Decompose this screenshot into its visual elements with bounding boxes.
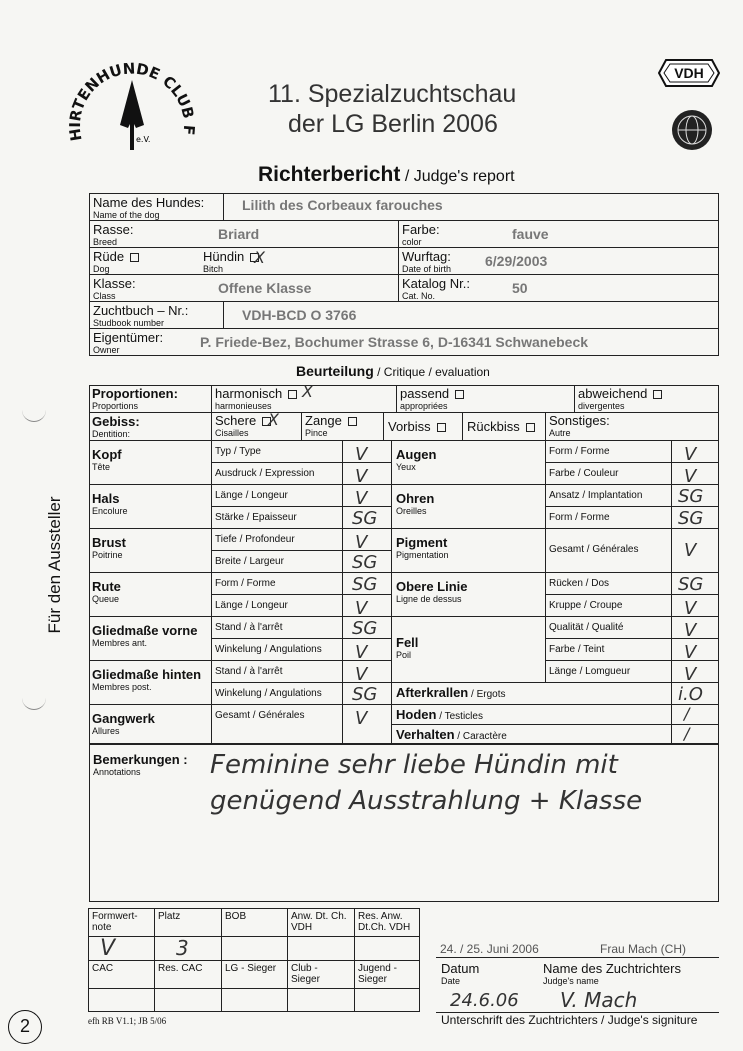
dob-value: 6/29/2003: [485, 253, 548, 269]
remarks-text-line2[interactable]: genügend Ausstrahlung + Klasse: [210, 786, 643, 816]
date-label: Datum Date: [441, 961, 480, 986]
criterion-text: Tiefe / Profondeur: [215, 534, 295, 545]
female-label: Hündin Bitch: [203, 250, 259, 274]
criterion-text: Ansatz / Implantation: [549, 490, 643, 501]
owner-value: P. Friede-Bez, Bochumer Strasse 6, D-16341 Schwanebeck: [200, 334, 589, 350]
dob-label: Wurftag: Date of birth: [402, 249, 452, 274]
results-header: BOB: [225, 911, 247, 922]
grade-value[interactable]: SG: [352, 684, 378, 705]
criterion-text: Breite / Largeur: [215, 556, 284, 567]
dog-name-label: Name des Hundes: Name of the dog: [93, 195, 205, 220]
pigment-label: Pigment Pigmentation: [396, 535, 449, 560]
bite-pincer: Zange Pince: [305, 414, 357, 438]
results-header: Res. Anw. Dt.Ch. VDH: [358, 911, 411, 933]
bite-undershot: Rückbiss: [467, 420, 535, 434]
harmonious-checkbox[interactable]: [288, 390, 297, 399]
criterion-text: Stand / à l'arrêt: [215, 666, 283, 677]
criterion-text: Gesamt / Générales: [215, 710, 305, 721]
dog-name-value: Lilith des Corbeaux farouches: [242, 197, 443, 213]
ears-label: Ohren Oreilles: [396, 491, 435, 516]
grade-value[interactable]: SG: [678, 508, 704, 529]
studbook-value: VDH-BCD O 3766: [242, 307, 357, 323]
criterion-text: Länge / Lomgueur: [549, 666, 631, 677]
results-header: Platz: [158, 911, 181, 922]
male-checkbox[interactable]: [130, 253, 139, 262]
results-header: Jugend - Sieger: [358, 963, 397, 985]
grade-value[interactable]: SG: [678, 574, 704, 595]
grade-value[interactable]: V: [355, 444, 368, 465]
dewclaws-label: Afterkrallen / Ergots: [396, 685, 506, 700]
grade-value[interactable]: V: [684, 466, 697, 487]
grade-value[interactable]: V: [684, 598, 697, 619]
judge-name-label: Name des Zuchtrichters Judge's name: [543, 961, 681, 986]
bite-label: Gebiss: Dentition:: [92, 414, 140, 439]
proportions-appropriate: passend appropriées: [400, 387, 464, 411]
criterion-text: Stand / à l'arrêt: [215, 622, 283, 633]
grade-result-value[interactable]: V: [100, 936, 116, 961]
topline-label: Obere Linie Ligne de dessus: [396, 579, 468, 604]
class-value: Offene Klasse: [218, 280, 312, 296]
appropriate-checkbox[interactable]: [455, 390, 464, 399]
criterion-text: Länge / Longeur: [215, 600, 288, 611]
grade-value[interactable]: V: [355, 488, 368, 509]
undershot-checkbox[interactable]: [526, 423, 535, 432]
movement-label: Gangwerk Allures: [92, 711, 155, 736]
criterion-text: Länge / Longeur: [215, 490, 288, 501]
bite-overshot: Vorbiss: [388, 420, 446, 434]
fci-globe-icon: [670, 108, 714, 152]
hindlegs-label: Gliedmaße hinten Membres post.: [92, 667, 202, 692]
criterion-text: Rücken / Dos: [549, 578, 610, 589]
grade-value[interactable]: /: [684, 724, 690, 743]
form-version: efh RB V1.1; JB 5/06: [88, 1016, 167, 1026]
grade-value[interactable]: V: [684, 620, 697, 641]
grade-value[interactable]: SG: [352, 552, 378, 573]
head-label: Kopf Tête: [92, 447, 122, 472]
catalog-value: 50: [512, 280, 528, 296]
temperament-label: Verhalten / Caractère: [396, 727, 507, 742]
female-check-mark: X: [254, 248, 265, 267]
color-value: fauve: [512, 226, 549, 242]
svg-text:e.V.: e.V.: [136, 135, 151, 144]
criterion-text: Winkelung / Angulations: [215, 644, 322, 655]
grade-value[interactable]: V: [355, 532, 368, 553]
grade-value[interactable]: V: [355, 466, 368, 487]
studbook-label: Zuchtbuch – Nr.: Studbook number: [93, 303, 189, 328]
bite-other: Sonstiges: Autre: [549, 413, 610, 438]
remarks-label: Bemerkungen : Annotations: [93, 752, 188, 777]
club-logo: [62, 50, 202, 170]
criterion-text: Qualität / Qualité: [549, 622, 624, 633]
grade-value[interactable]: V: [684, 642, 697, 663]
bite-scissor: Schere Cisailles: [215, 414, 271, 438]
report-title: Richterbericht / Judge's report: [258, 163, 515, 186]
proportions-label: Proportionen: Proportions: [92, 386, 178, 411]
grade-value[interactable]: V: [355, 664, 368, 685]
grade-value[interactable]: V: [684, 664, 697, 685]
criterion-text: Form / Forme: [549, 512, 610, 523]
grade-value[interactable]: i.O: [678, 684, 703, 705]
criterion-text: Farbe / Teint: [549, 644, 605, 655]
results-header: Anw. Dt. Ch. VDH: [291, 911, 347, 933]
forelegs-label: Gliedmaße vorne Membres ant.: [92, 623, 198, 648]
grade-value[interactable]: SG: [352, 618, 378, 639]
breed-label: Rasse: Breed: [93, 222, 134, 247]
testicles-label: Hoden / Testicles: [396, 707, 483, 722]
criterion-text: Stärke / Epaisseur: [215, 512, 297, 523]
binding-mark: [22, 686, 46, 710]
placement-value[interactable]: 3: [176, 936, 189, 960]
breed-value: Briard: [218, 226, 260, 242]
grade-value[interactable]: V: [684, 444, 697, 465]
signature-label: Unterschrift des Zuchtrichters / Judge's signiture: [441, 1013, 698, 1027]
results-header: LG - Sieger: [225, 963, 277, 974]
overshot-checkbox[interactable]: [437, 423, 446, 432]
harmonious-check-mark: X: [302, 382, 313, 401]
page-number: 2: [8, 1010, 42, 1044]
criterion-text: Kruppe / Croupe: [549, 600, 623, 611]
printed-judge: Frau Mach (CH): [600, 942, 687, 956]
results-header: Club - Sieger: [291, 963, 320, 985]
scissor-check-mark: X: [268, 410, 279, 429]
criterion-text: Gesamt / Générales: [549, 544, 639, 555]
catalog-label: Katalog Nr.: Cat. No.: [402, 276, 470, 301]
results-header: CAC: [92, 963, 114, 974]
side-label: Für den Aussteller: [45, 496, 64, 634]
club-logo-icon: [62, 50, 202, 170]
eyes-label: Augen Yeux: [396, 447, 437, 472]
tail-label: Rute Queue: [92, 579, 121, 604]
grade-value[interactable]: V: [355, 642, 368, 663]
owner-label: Eigentümer: Owner: [93, 330, 164, 355]
coat-label: Fell Poil: [396, 635, 419, 660]
remarks-text-line1[interactable]: Feminine sehr liebe Hündin mit: [210, 750, 618, 780]
handwritten-date[interactable]: 24.6.06: [450, 990, 519, 1011]
divergent-checkbox[interactable]: [653, 390, 662, 399]
grade-value[interactable]: V: [684, 540, 697, 561]
color-label: Farbe: color: [402, 222, 440, 247]
binding-mark: [22, 398, 46, 422]
criterion-text: Form / Forme: [215, 578, 276, 589]
printed-date: 24. / 25. Juni 2006: [440, 942, 539, 956]
male-label: Rüde Dog: [93, 250, 139, 274]
results-header: Res. CAC: [158, 963, 203, 974]
grade-value[interactable]: SG: [678, 486, 704, 507]
vdh-logo: [658, 58, 720, 88]
judge-signature[interactable]: V. Mach: [560, 988, 638, 1012]
grade-value[interactable]: SG: [352, 508, 378, 529]
show-title-line1: 11. Spezialzuchtschau: [268, 80, 517, 108]
grade-value[interactable]: SG: [352, 574, 378, 595]
criterion-text: Form / Forme: [549, 446, 610, 457]
results-header: Formwert-note: [92, 911, 138, 933]
proportions-harmonious: harmonisch harmonieuses: [215, 387, 297, 411]
vdh-text: VDH: [674, 65, 704, 81]
criterion-text: Winkelung / Angulations: [215, 688, 322, 699]
pincer-checkbox[interactable]: [348, 417, 357, 426]
class-label: Klasse: Class: [93, 276, 136, 301]
grade-value[interactable]: V: [355, 598, 368, 619]
criterion-text: Ausdruck / Expression: [215, 468, 315, 479]
criterion-text: Farbe / Couleur: [549, 468, 619, 479]
show-title-line2: der LG Berlin 2006: [288, 110, 498, 138]
club-logo-text: HIRTENHUNDE CLUB F: [65, 59, 199, 143]
proportions-divergent: abweichend divergentes: [578, 387, 662, 411]
neck-label: Hals Encolure: [92, 491, 128, 516]
chest-label: Brust Poitrine: [92, 535, 126, 560]
grade-value[interactable]: V: [355, 708, 368, 729]
criterion-text: Typ / Type: [215, 446, 261, 457]
critique-heading: Beurteilung / Critique / evaluation: [296, 363, 490, 379]
grade-value[interactable]: /: [684, 704, 690, 723]
